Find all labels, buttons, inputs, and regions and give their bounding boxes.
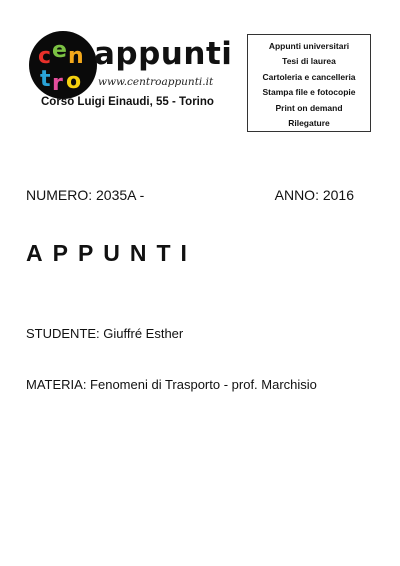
services-box <box>247 34 371 132</box>
document-year: ANNO: 2016 <box>274 187 354 203</box>
document-number: NUMERO: 2035A - <box>26 187 145 203</box>
svg-text:r: r <box>52 71 63 96</box>
student-line: STUDENTE: Giuffré Esther <box>26 326 184 341</box>
svg-text:n: n <box>68 44 84 69</box>
svg-text:o: o <box>66 69 82 94</box>
document-type-title: APPUNTI <box>26 240 197 266</box>
store-address: Corso Luigi Einaudi, 55 - Torino <box>41 96 214 108</box>
brand-url: www.centroappunti.it <box>98 76 214 88</box>
service-item: Cartoleria e cancelleria <box>262 71 356 82</box>
service-item: Appunti universitari <box>268 41 350 51</box>
svg-text:c: c <box>38 44 52 69</box>
service-item: Stampa file e fotocopie <box>262 87 356 98</box>
subject-line: MATERIA: Fenomeni di Trasporto - prof. Marchisio <box>26 377 317 392</box>
service-item: Print on demand <box>275 102 343 113</box>
svg-text:t: t <box>40 67 51 92</box>
brand-name: appunti <box>94 36 233 72</box>
service-item: Rilegature <box>288 118 330 129</box>
service-item: Tesi di laurea <box>282 56 336 67</box>
logo-circle-icon <box>28 30 98 100</box>
svg-text:e: e <box>52 38 67 63</box>
